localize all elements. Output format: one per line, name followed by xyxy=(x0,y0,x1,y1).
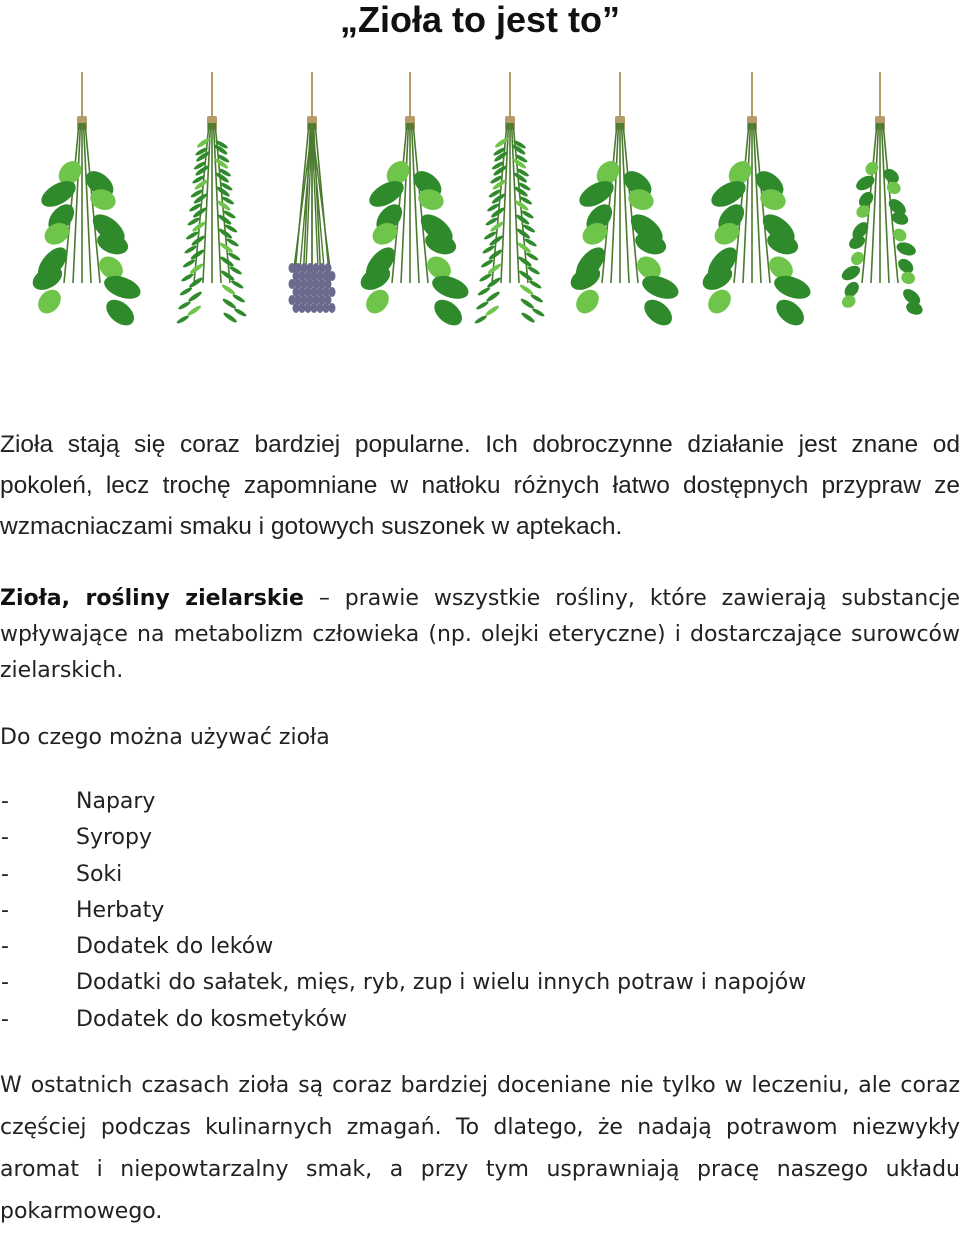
herb-bunch-sage xyxy=(567,72,682,331)
herb-bunch-thyme xyxy=(474,72,546,325)
herb-bunch-lavender xyxy=(289,72,336,313)
list-item: - Dodatki do sałatek, mięs, ryb, zup i wielu innych potraw i napojów xyxy=(1,970,807,996)
list-item: - Napary xyxy=(1,789,156,814)
herb-bunch-lemonbalm xyxy=(699,72,814,331)
list-item: - Dodatek do leków xyxy=(1,934,274,960)
uses-heading: Do czego można używać zioła xyxy=(0,725,330,750)
herb-bunch-oregano xyxy=(839,72,924,317)
herb-bunch-basil xyxy=(357,72,472,331)
uses-list xyxy=(0,784,806,1038)
closing-paragraph: W ostatnich czasach zioła są coraz bardziej doceniane nie tylko w leczeniu, ale coraz częściej podczas kulinarnych zmagań. To dlatego, że nadają potrawom niezwykły aromat i niepowtarzalny smak, a przy tym usprawniają pracę naszego układu pokarmowego. xyxy=(0,1073,960,1224)
list-item: - Herbaty xyxy=(1,897,165,923)
herb-bunch-rosemary xyxy=(176,72,248,325)
definition-paragraph: Zioła, rośliny zielarskie – prawie wszystkie rośliny, które zawierają substancje wpływające na metabolizm człowieka (np. olejki eteryczne) i dostarczające surowców zielarskich. xyxy=(0,586,960,683)
intro-paragraph: Zioła stają się coraz bardziej popularne. Ich dobroczynne działanie jest znane od pokoleń, lecz trochę zapomniane w natłoku różnych łatwo dostępnych przypraw ze wzmacniaczami smaku i gotowych suszonek w aptekach. xyxy=(0,431,960,540)
list-item: - Soki xyxy=(1,861,123,887)
definition-term: Zioła, rośliny zielarskie xyxy=(0,586,304,611)
herb-bunch-mint xyxy=(29,72,144,331)
list-item: - Syropy xyxy=(1,825,152,851)
definition-text: prawie wszystkie rośliny, które zawierają substancje wpływające na metabolizm człowieka (np. olejki eteryczne) i dostarczające surowców zielarskich. xyxy=(0,586,960,683)
herbs-illustration xyxy=(0,68,960,338)
list-item: - Dodatek do kosmetyków xyxy=(1,1006,348,1032)
page-title: „Zioła to jest to” xyxy=(339,0,620,40)
